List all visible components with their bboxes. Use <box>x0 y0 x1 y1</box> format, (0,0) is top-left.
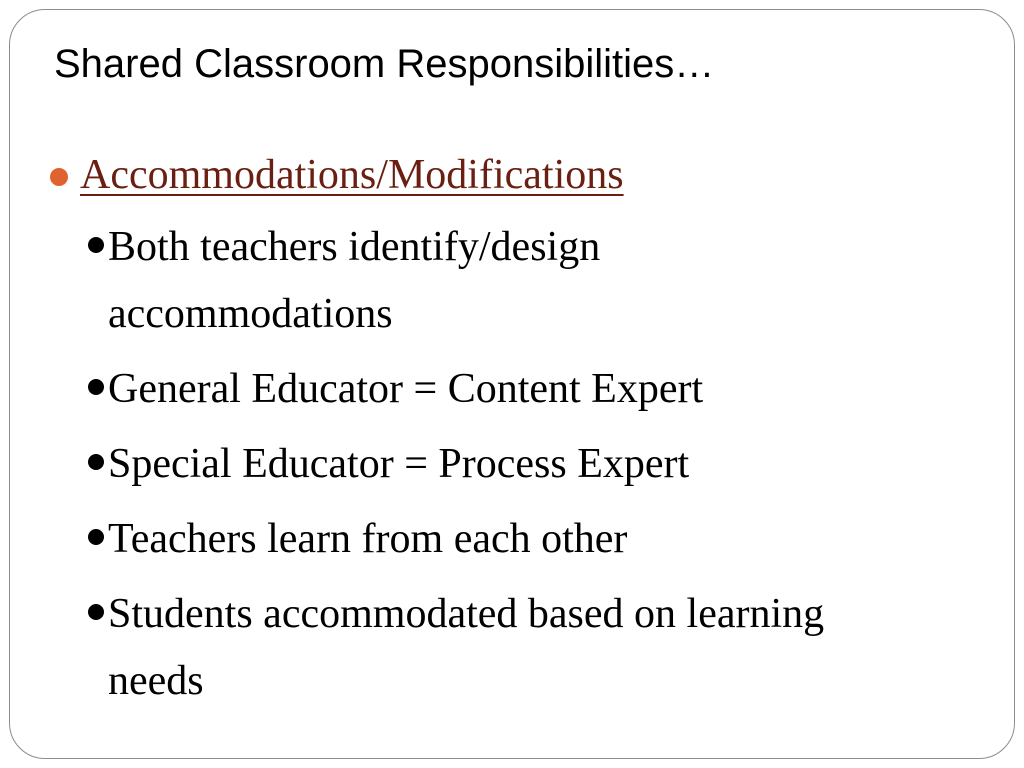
bullet-heading <box>0 142 1024 214</box>
list-item-text: General Educator = Content Expert <box>108 366 704 412</box>
bullet-icon <box>88 379 104 395</box>
list-item <box>0 214 1024 348</box>
slide-title: Shared Classroom Responsibilities… <box>54 42 715 86</box>
heading-text: Accommodations/Modifications <box>80 152 624 198</box>
list-item <box>0 506 1024 573</box>
bullet-icon <box>88 604 104 620</box>
list-item-text: Special Educator = Process Expert <box>108 441 690 487</box>
list-item <box>0 356 1024 423</box>
list-item-text: Students accommodated based on learning needs <box>108 591 825 704</box>
bullet-list <box>0 214 1024 715</box>
bullet-icon <box>88 529 104 545</box>
orange-bullet-icon <box>50 168 68 186</box>
list-item <box>0 431 1024 498</box>
bullet-icon <box>88 237 104 253</box>
bullet-icon <box>88 454 104 470</box>
list-item-text: Teachers learn from each other <box>108 516 628 562</box>
slide-content <box>0 142 1024 723</box>
list-item-text: Both teachers identify/design accommodations <box>108 224 601 337</box>
list-item <box>0 581 1024 715</box>
